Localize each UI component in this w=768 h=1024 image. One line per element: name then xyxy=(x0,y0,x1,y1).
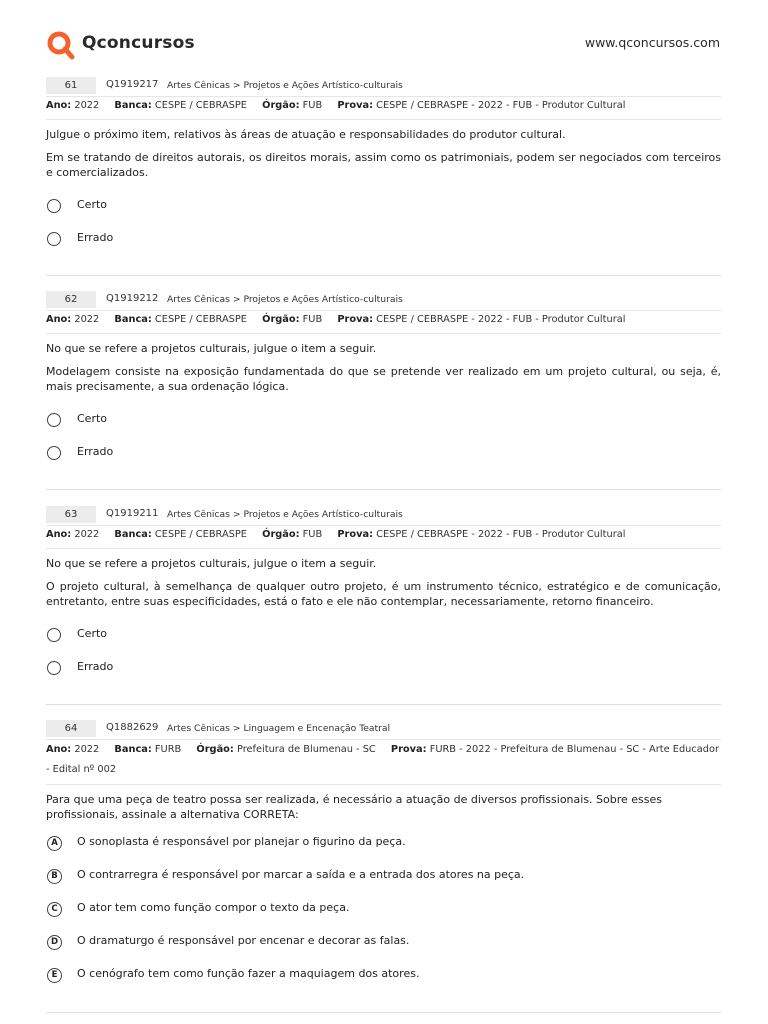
qconcursos-logo-icon xyxy=(46,31,76,61)
ano-label: Ano: xyxy=(46,744,72,755)
option-a[interactable] xyxy=(46,829,721,862)
prova-value: CESPE / CEBRASPE - 2022 - FUB - Produtor Cultural xyxy=(376,100,626,111)
prova-label: Prova: xyxy=(390,744,427,755)
banca-value: CESPE / CEBRASPE xyxy=(154,314,247,325)
option-certo[interactable] xyxy=(46,406,721,439)
option-e[interactable] xyxy=(46,961,721,994)
ano-label: Ano: xyxy=(46,100,72,111)
question-divider xyxy=(46,489,721,490)
question-intro: No que se refere a projetos culturais, julgue o item a seguir. xyxy=(46,557,377,570)
option-certo[interactable] xyxy=(46,621,721,654)
question-divider xyxy=(46,704,721,705)
question-body xyxy=(46,127,721,180)
option-c[interactable] xyxy=(46,895,721,928)
option-label: Certo xyxy=(77,412,108,425)
prova-label: Prova: xyxy=(337,314,373,325)
option-d[interactable] xyxy=(46,928,721,961)
banca-label: Banca: xyxy=(114,314,152,325)
question-meta xyxy=(46,740,721,785)
question-header xyxy=(46,505,721,526)
brand-name: Qconcursos xyxy=(82,33,195,53)
radio-icon[interactable] xyxy=(47,413,61,427)
question-divider xyxy=(46,275,721,276)
radio-icon[interactable] xyxy=(47,661,61,675)
question-meta xyxy=(46,311,721,334)
question-card xyxy=(46,505,721,687)
option-errado[interactable] xyxy=(46,225,721,258)
option-letter-icon[interactable]: A xyxy=(47,836,62,851)
question-subject: Artes Cênicas > Projetos e Ações Artístico-culturais xyxy=(167,509,403,520)
option-text: O ator tem como função compor o texto da peça. xyxy=(77,901,350,914)
orgao-label: Órgão: xyxy=(262,314,300,325)
ano-value: 2022 xyxy=(74,529,100,540)
question-divider xyxy=(46,1012,721,1013)
option-label: Errado xyxy=(77,445,114,458)
question-number: 61 xyxy=(46,77,96,94)
question-id[interactable]: Q1919211 xyxy=(106,508,159,519)
banca-value: FURB xyxy=(154,744,182,755)
question-header xyxy=(46,76,721,97)
orgao-label: Órgão: xyxy=(196,744,234,755)
orgao-value: FUB xyxy=(302,314,323,325)
question-intro: No que se refere a projetos culturais, julgue o item a seguir. xyxy=(46,342,377,355)
option-letter-icon[interactable]: C xyxy=(47,902,62,917)
ano-value: 2022 xyxy=(74,314,100,325)
option-certo[interactable] xyxy=(46,192,721,225)
question-statement: Em se tratando de direitos autorais, os direitos morais, assim como os patrimoniais, podem ser negociados com terceiros e comercializados. xyxy=(46,151,721,179)
question-number: 64 xyxy=(46,720,96,737)
option-text: O cenógrafo tem como função fazer a maquiagem dos atores. xyxy=(77,967,420,980)
question-card xyxy=(46,290,721,472)
option-label: Certo xyxy=(77,198,108,211)
question-number: 62 xyxy=(46,291,96,308)
banca-value: CESPE / CEBRASPE xyxy=(154,100,247,111)
radio-icon[interactable] xyxy=(47,199,61,213)
banca-label: Banca: xyxy=(114,744,152,755)
page-header xyxy=(0,0,768,60)
option-label: Errado xyxy=(77,231,114,244)
banca-value: CESPE / CEBRASPE xyxy=(154,529,247,540)
option-errado[interactable] xyxy=(46,439,721,472)
radio-icon[interactable] xyxy=(47,446,61,460)
banca-label: Banca: xyxy=(114,529,152,540)
orgao-label: Órgão: xyxy=(262,529,300,540)
prova-label: Prova: xyxy=(337,100,373,111)
prova-label: Prova: xyxy=(337,529,373,540)
ano-value: 2022 xyxy=(74,100,100,111)
ano-label: Ano: xyxy=(46,529,72,540)
question-id[interactable]: Q1919212 xyxy=(106,293,159,304)
option-letter-icon[interactable]: E xyxy=(47,968,62,983)
question-card xyxy=(46,76,721,258)
option-b[interactable] xyxy=(46,862,721,895)
radio-icon[interactable] xyxy=(47,232,61,246)
question-subject: Artes Cênicas > Linguagem e Encenação Teatral xyxy=(167,723,391,734)
question-body xyxy=(46,341,721,394)
ano-label: Ano: xyxy=(46,314,72,325)
option-text: O contrarregra é responsável por marcar a saída e a entrada dos atores na peça. xyxy=(77,868,525,881)
question-meta xyxy=(46,97,721,120)
orgao-value: FUB xyxy=(302,100,323,111)
option-letter-icon[interactable]: D xyxy=(47,935,62,950)
orgao-label: Órgão: xyxy=(262,100,300,111)
radio-icon[interactable] xyxy=(47,628,61,642)
ano-value: 2022 xyxy=(74,744,100,755)
prova-value: CESPE / CEBRASPE - 2022 - FUB - Produtor Cultural xyxy=(376,529,626,540)
option-text: O dramaturgo é responsável por encenar e decorar as falas. xyxy=(77,934,410,947)
orgao-value: Prefeitura de Blumenau - SC xyxy=(236,744,376,755)
option-text: O sonoplasta é responsável por planejar o figurino da peça. xyxy=(77,835,406,848)
prova-value: CESPE / CEBRASPE - 2022 - FUB - Produtor Cultural xyxy=(376,314,626,325)
option-errado[interactable] xyxy=(46,654,721,687)
option-label: Errado xyxy=(77,660,114,673)
question-number: 63 xyxy=(46,506,96,523)
question-header xyxy=(46,290,721,311)
question-id[interactable]: Q1919217 xyxy=(106,79,159,90)
question-intro: Para que uma peça de teatro possa ser realizada, é necessário a atuação de diversos profissionais. Sobre esses profissionais, assinale a alternativa CORRETA: xyxy=(46,793,663,821)
question-card xyxy=(46,719,721,994)
option-letter-icon[interactable]: B xyxy=(47,869,62,884)
prova-value: FURB - 2022 - Prefeitura de Blumenau - SC - Arte Educador - Edital nº 002 xyxy=(46,744,720,775)
question-intro: Julgue o próximo item, relativos às áreas de atuação e responsabilidades do produtor cultural. xyxy=(46,128,566,141)
question-id[interactable]: Q1882629 xyxy=(106,722,159,733)
question-header xyxy=(46,719,721,740)
option-label: Certo xyxy=(77,627,108,640)
banca-label: Banca: xyxy=(114,100,152,111)
question-statement: O projeto cultural, à semelhança de qualquer outro projeto, é um instrumento técnico, estratégico e de comunicação, entretanto, entre suas especificidades, está o fato e ele não contemplar, necessariamente, retorno financeiro. xyxy=(46,580,721,608)
question-subject: Artes Cênicas > Projetos e Ações Artístico-culturais xyxy=(167,294,403,305)
orgao-value: FUB xyxy=(302,529,323,540)
question-body xyxy=(46,556,721,609)
question-statement: Modelagem consiste na exposição fundamentada do que se pretende ver realizado em um projeto cultural, ou seja, é, mais precisamente, a sua ordenação lógica. xyxy=(46,365,721,393)
site-url[interactable]: www.qconcursos.com xyxy=(584,35,720,50)
question-subject: Artes Cênicas > Projetos e Ações Artístico-culturais xyxy=(167,80,403,91)
question-body xyxy=(46,792,721,822)
question-meta xyxy=(46,526,721,549)
